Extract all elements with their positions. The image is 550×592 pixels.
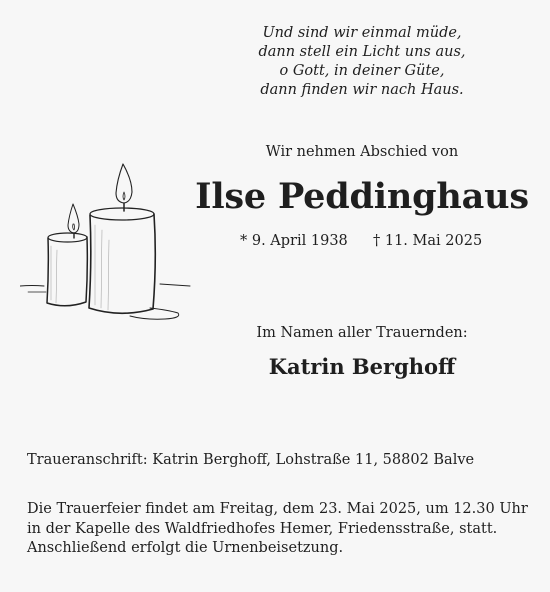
poem-line: dann finden wir nach Haus. [260, 82, 464, 98]
ceremony-line: Anschließend erfolgt die Urnenbeisetzung. [27, 540, 344, 556]
ceremony-line: Die Trauerfeier findet am Freitag, dem 23. Mai 2025, um 12.30 Uhr [27, 501, 528, 517]
mourning-address: Traueranschrift: Katrin Berghoff, Lohstraße 11, 58802 Balve [27, 452, 475, 468]
ceremony-line: in der Kapelle des Waldfriedhofes Hemer, Friedensstraße, statt. [27, 520, 498, 537]
poem-line: dann stell ein Licht uns aus, [258, 44, 466, 60]
two-candles-icon [20, 160, 195, 330]
death-date: † 11. Mai 2025 [373, 233, 483, 249]
mourner-name: Katrin Berghoff [268, 354, 456, 379]
farewell-intro: Wir nehmen Abschied von [265, 144, 459, 160]
poem [212, 24, 512, 100]
ceremony-info [27, 500, 537, 559]
poem-line: Und sind wir einmal müde, [262, 25, 462, 41]
poem-line: o Gott, in deiner Güte, [279, 63, 445, 79]
life-dates [240, 233, 490, 249]
birth-date: * 9. April 1938 [240, 233, 348, 249]
mourners-label: Im Namen aller Trauernden: [256, 325, 468, 341]
deceased-name: Ilse Peddinghaus [195, 176, 529, 217]
